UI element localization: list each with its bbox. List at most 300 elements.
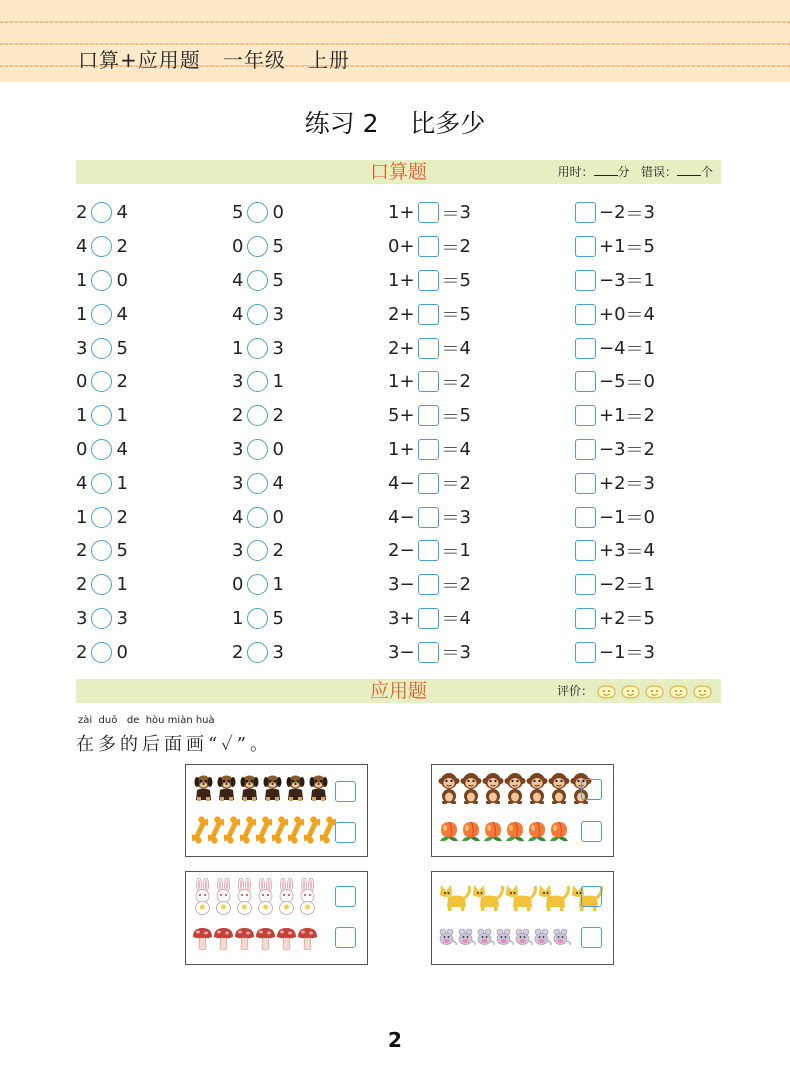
- comparison-row: [76, 399, 128, 433]
- answer-box[interactable]: [418, 574, 439, 595]
- answer-box[interactable]: [575, 439, 596, 460]
- addition-column-3: [388, 196, 471, 669]
- word-section-bar: [76, 679, 721, 703]
- comparison-row: [76, 365, 128, 399]
- rabbit-row: [192, 878, 318, 916]
- answer-box-bones[interactable]: [335, 822, 356, 843]
- operand-left: 2: [76, 540, 88, 562]
- rating-stars: [593, 684, 713, 698]
- peach-group: [438, 818, 570, 842]
- equals-sign: ＝: [625, 406, 644, 428]
- mushroom-icon: [255, 926, 276, 952]
- operand-left: 4: [232, 506, 244, 528]
- peach-icon: [438, 818, 460, 842]
- operator: +: [599, 405, 615, 427]
- equation-row: [572, 365, 655, 399]
- monkey-icon: [438, 771, 460, 805]
- result: 4: [459, 438, 471, 460]
- operand: 3: [388, 641, 400, 663]
- compare-circle[interactable]: [91, 236, 112, 257]
- operand-right: 5: [116, 337, 128, 359]
- compare-circle[interactable]: [247, 473, 268, 494]
- bone-icon: [272, 815, 288, 845]
- equals-sign: ＝: [625, 372, 644, 394]
- compare-circle[interactable]: [91, 574, 112, 595]
- operand-right: 5: [272, 607, 284, 629]
- cat-icon: [471, 882, 504, 912]
- comparison-row: [76, 602, 128, 636]
- comparison-row: [232, 196, 284, 230]
- equation-row: [388, 602, 471, 636]
- operand-left: 0: [76, 371, 88, 393]
- operand-right: 0: [116, 269, 128, 291]
- errors-unit: 个: [700, 165, 713, 179]
- answer-box[interactable]: [575, 507, 596, 528]
- dog-group: [192, 773, 330, 803]
- equation-row: [572, 230, 655, 264]
- instruction-text: 在多的后面画“✓”。: [76, 734, 273, 755]
- equals-sign: ＝: [625, 440, 644, 462]
- operator: +: [399, 607, 415, 629]
- equals-sign: ＝: [625, 541, 644, 563]
- operand-left: 4: [232, 269, 244, 291]
- compare-circle[interactable]: [91, 473, 112, 494]
- equation-row: [572, 196, 655, 230]
- answer-box-rabbits[interactable]: [335, 886, 356, 907]
- oral-section-title: 口算题: [369, 161, 427, 183]
- compare-circle[interactable]: [247, 405, 268, 426]
- answer-box[interactable]: [418, 270, 439, 291]
- compare-circle[interactable]: [91, 439, 112, 460]
- peach-icon: [526, 818, 548, 842]
- dog-icon: [238, 773, 261, 803]
- bone-icon: [224, 815, 240, 845]
- equals-sign: ＝: [441, 237, 460, 259]
- answer-box[interactable]: [575, 405, 596, 426]
- operand-right: 1: [116, 472, 128, 494]
- oral-section-bar: [76, 160, 721, 184]
- operand-left: 5: [232, 202, 244, 224]
- mushroom-icon: [192, 926, 213, 952]
- equation-row: [388, 365, 471, 399]
- answer-box[interactable]: [575, 371, 596, 392]
- answer-box[interactable]: [418, 405, 439, 426]
- rating-label: 评价：: [556, 684, 593, 698]
- rating-badge-icon[interactable]: [596, 684, 617, 700]
- errors-blank[interactable]: [677, 165, 701, 176]
- comparison-row: [232, 264, 284, 298]
- operand-left: 2: [232, 641, 244, 663]
- operand-right: 5: [272, 269, 284, 291]
- operand: 1: [614, 641, 626, 663]
- answer-box[interactable]: [575, 642, 596, 663]
- operator: −: [599, 641, 615, 663]
- banner-line: [0, 22, 790, 23]
- operand: 1: [614, 506, 626, 528]
- equation-row: [572, 297, 655, 331]
- equals-sign: ＝: [441, 305, 460, 327]
- answer-box[interactable]: [575, 270, 596, 291]
- operand: 3: [614, 438, 626, 460]
- equation-column-4: [572, 196, 655, 669]
- equals-sign: ＝: [441, 440, 460, 462]
- operator: +: [399, 269, 415, 291]
- result: 2: [459, 371, 471, 393]
- operator: −: [599, 202, 615, 224]
- answer-box[interactable]: [418, 202, 439, 223]
- operator: +: [599, 472, 615, 494]
- comparison-row: [76, 635, 128, 669]
- operand-right: 2: [116, 506, 128, 528]
- comparison-row: [76, 297, 128, 331]
- operand-right: 4: [116, 303, 128, 325]
- operator: −: [599, 371, 615, 393]
- operand-right: 0: [272, 202, 284, 224]
- equation-row: [388, 534, 471, 568]
- answer-box-dogs[interactable]: [335, 781, 356, 802]
- mouse-icon: [438, 928, 457, 946]
- result: 2: [643, 405, 655, 427]
- equals-sign: ＝: [625, 643, 644, 665]
- dog-row: [192, 773, 330, 803]
- peach-icon: [460, 818, 482, 842]
- comparison-row: [232, 433, 284, 467]
- compare-circle[interactable]: [247, 540, 268, 561]
- operand: 2: [614, 202, 626, 224]
- equation-row: [572, 399, 655, 433]
- cat-row: [438, 882, 603, 912]
- operator: −: [399, 472, 415, 494]
- answer-box-cats[interactable]: [581, 886, 602, 907]
- operator: −: [599, 438, 615, 460]
- equals-sign: ＝: [441, 339, 460, 361]
- compare-circle[interactable]: [247, 439, 268, 460]
- time-label: 用时：: [557, 165, 594, 179]
- rabbit-icon: [255, 878, 276, 916]
- compare-circle[interactable]: [247, 507, 268, 528]
- bone-icon: [304, 815, 320, 845]
- answer-box-peaches[interactable]: [581, 821, 602, 842]
- compare-circle[interactable]: [247, 304, 268, 325]
- equals-sign: ＝: [625, 609, 644, 631]
- answer-box[interactable]: [575, 608, 596, 629]
- answer-box[interactable]: [418, 540, 439, 561]
- equation-row: [388, 568, 471, 602]
- word-section-title: 应用题: [369, 680, 427, 702]
- operand-left: 1: [76, 506, 88, 528]
- answer-box[interactable]: [418, 371, 439, 392]
- result: 1: [643, 574, 655, 596]
- answer-box[interactable]: [418, 473, 439, 494]
- result: 5: [459, 303, 471, 325]
- peach-icon: [482, 818, 504, 842]
- answer-box[interactable]: [418, 608, 439, 629]
- operand-right: 5: [272, 236, 284, 258]
- compare-circle[interactable]: [91, 507, 112, 528]
- answer-box[interactable]: [418, 304, 439, 325]
- operand: 0: [614, 303, 626, 325]
- instruction-pinyin: zài duō de hòu miàn huà: [78, 715, 215, 726]
- result: 2: [643, 438, 655, 460]
- rabbit-icon: [192, 878, 213, 916]
- comparison-column-1: [76, 196, 128, 669]
- operand-right: 2: [116, 236, 128, 258]
- equation-row: [572, 264, 655, 298]
- operand-left: 0: [76, 438, 88, 460]
- bone-row: [192, 815, 336, 845]
- equation-row: [572, 500, 655, 534]
- comparison-row: [232, 331, 284, 365]
- operand-left: 4: [232, 303, 244, 325]
- equals-sign: ＝: [441, 609, 460, 631]
- mouse-icon: [514, 928, 533, 946]
- operand: 3: [614, 540, 626, 562]
- operand-left: 0: [232, 236, 244, 258]
- equals-sign: ＝: [625, 339, 644, 361]
- mouse-icon: [552, 928, 571, 946]
- bone-icon: [288, 815, 304, 845]
- operator: +: [599, 236, 615, 258]
- operand-right: 4: [116, 438, 128, 460]
- operator: +: [399, 236, 415, 258]
- bone-icon: [320, 815, 336, 845]
- answer-box[interactable]: [575, 540, 596, 561]
- equals-sign: ＝: [625, 271, 644, 293]
- rating-meta: [557, 679, 713, 703]
- operand: 3: [614, 269, 626, 291]
- answer-box[interactable]: [575, 304, 596, 325]
- operand: 1: [614, 236, 626, 258]
- answer-box[interactable]: [575, 338, 596, 359]
- panel-cats-mice: [431, 871, 614, 965]
- cat-group: [438, 882, 603, 912]
- page-number: 2: [388, 1028, 402, 1052]
- equation-row: [388, 196, 471, 230]
- rabbit-icon: [234, 878, 255, 916]
- answer-box[interactable]: [575, 574, 596, 595]
- bone-icon: [240, 815, 256, 845]
- result: 5: [643, 236, 655, 258]
- mouse-icon: [476, 928, 495, 946]
- panel-rabbits-mushrooms: [185, 871, 368, 965]
- equals-sign: ＝: [441, 271, 460, 293]
- operator: +: [399, 371, 415, 393]
- mushroom-icon: [213, 926, 234, 952]
- operand-right: 5: [116, 540, 128, 562]
- comparison-row: [76, 196, 128, 230]
- operand-left: 3: [232, 438, 244, 460]
- equation-row: [572, 568, 655, 602]
- compare-circle[interactable]: [247, 608, 268, 629]
- operand: 2: [388, 540, 400, 562]
- compare-circle[interactable]: [91, 405, 112, 426]
- operand-right: 1: [272, 574, 284, 596]
- operator: +: [599, 607, 615, 629]
- comparison-row: [232, 365, 284, 399]
- errors-label: 错误：: [640, 165, 677, 179]
- answer-box[interactable]: [418, 236, 439, 257]
- comparison-row: [232, 635, 284, 669]
- compare-circle[interactable]: [91, 338, 112, 359]
- equation-row: [388, 433, 471, 467]
- compare-circle[interactable]: [247, 371, 268, 392]
- dog-icon: [215, 773, 238, 803]
- equation-row: [388, 399, 471, 433]
- operand-left: 3: [232, 540, 244, 562]
- compare-circle[interactable]: [91, 608, 112, 629]
- panel-monkeys-peaches: [431, 764, 614, 857]
- rating-badge-icon[interactable]: [620, 684, 641, 700]
- equation-row: [572, 534, 655, 568]
- answer-box-monkeys[interactable]: [581, 779, 602, 800]
- operand-right: 1: [272, 371, 284, 393]
- operand-right: 3: [116, 607, 128, 629]
- bone-group: [192, 815, 336, 845]
- bone-icon: [256, 815, 272, 845]
- time-unit: 分: [617, 165, 630, 179]
- answer-box[interactable]: [418, 338, 439, 359]
- comparison-row: [76, 264, 128, 298]
- equation-row: [388, 500, 471, 534]
- operand-right: 1: [116, 405, 128, 427]
- comparison-row: [232, 500, 284, 534]
- operand: 1: [614, 405, 626, 427]
- operand-left: 1: [76, 269, 88, 291]
- comparison-row: [76, 331, 128, 365]
- operand-left: 2: [76, 641, 88, 663]
- mouse-icon: [457, 928, 476, 946]
- operand-right: 4: [272, 472, 284, 494]
- equation-row: [388, 466, 471, 500]
- operand: 5: [388, 405, 400, 427]
- mushroom-icon: [276, 926, 297, 952]
- answer-box[interactable]: [575, 202, 596, 223]
- operator: −: [599, 506, 615, 528]
- equation-row: [572, 635, 655, 669]
- operand-left: 3: [232, 472, 244, 494]
- answer-box[interactable]: [418, 642, 439, 663]
- operand: 5: [614, 371, 626, 393]
- cat-icon: [438, 882, 471, 912]
- rating-badge-icon[interactable]: [692, 684, 713, 700]
- answer-box-mushrooms[interactable]: [335, 927, 356, 948]
- equation-row: [388, 331, 471, 365]
- operand-left: 3: [76, 607, 88, 629]
- compare-circle[interactable]: [247, 642, 268, 663]
- compare-circle[interactable]: [247, 236, 268, 257]
- monkey-icon: [526, 771, 548, 805]
- result: 3: [643, 202, 655, 224]
- cat-icon: [504, 882, 537, 912]
- result: 4: [459, 337, 471, 359]
- result: 1: [459, 540, 471, 562]
- answer-box-mice[interactable]: [581, 927, 602, 948]
- result: 2: [459, 472, 471, 494]
- operand-left: 1: [76, 303, 88, 325]
- compare-circle[interactable]: [91, 270, 112, 291]
- comparison-row: [76, 230, 128, 264]
- equals-sign: ＝: [441, 575, 460, 597]
- equation-row: [572, 331, 655, 365]
- operand: 2: [614, 574, 626, 596]
- comparison-row: [76, 568, 128, 602]
- peach-icon: [504, 818, 526, 842]
- operand: 1: [388, 371, 400, 393]
- mouse-icon: [495, 928, 514, 946]
- compare-circle[interactable]: [91, 371, 112, 392]
- monkey-icon: [504, 771, 526, 805]
- compare-circle[interactable]: [247, 270, 268, 291]
- time-blank[interactable]: [594, 165, 618, 176]
- operand: 0: [388, 236, 400, 258]
- operand-right: 3: [272, 641, 284, 663]
- comparison-row: [76, 534, 128, 568]
- operand-right: 2: [272, 540, 284, 562]
- operand-left: 1: [232, 607, 244, 629]
- compare-circle[interactable]: [91, 642, 112, 663]
- operator: +: [399, 405, 415, 427]
- operand-right: 3: [272, 303, 284, 325]
- operator: −: [599, 337, 615, 359]
- compare-circle[interactable]: [91, 540, 112, 561]
- dog-icon: [192, 773, 215, 803]
- operand: 1: [388, 269, 400, 291]
- result: 3: [459, 641, 471, 663]
- comparison-row: [76, 466, 128, 500]
- operand-left: 1: [76, 405, 88, 427]
- answer-box[interactable]: [418, 507, 439, 528]
- operand-left: 0: [232, 574, 244, 596]
- rabbit-icon: [297, 878, 318, 916]
- answer-box[interactable]: [418, 439, 439, 460]
- equals-sign: ＝: [625, 508, 644, 530]
- equation-row: [388, 635, 471, 669]
- operator: −: [399, 506, 415, 528]
- time-errors-meta: [557, 160, 713, 184]
- equation-row: [388, 297, 471, 331]
- answer-box[interactable]: [575, 473, 596, 494]
- rabbit-icon: [276, 878, 297, 916]
- compare-circle[interactable]: [91, 202, 112, 223]
- compare-circle[interactable]: [247, 202, 268, 223]
- operand-left: 3: [232, 371, 244, 393]
- operator: +: [599, 303, 615, 325]
- operand: 2: [388, 303, 400, 325]
- operator: +: [399, 438, 415, 460]
- operand-right: 0: [116, 641, 128, 663]
- compare-circle[interactable]: [91, 304, 112, 325]
- operand-left: 2: [76, 574, 88, 596]
- result: 0: [643, 506, 655, 528]
- result: 4: [459, 607, 471, 629]
- operand-right: 4: [116, 202, 128, 224]
- compare-circle[interactable]: [247, 574, 268, 595]
- operand: 4: [614, 337, 626, 359]
- rating-badge-icon[interactable]: [668, 684, 689, 700]
- rating-badge-icon[interactable]: [644, 684, 665, 700]
- answer-box[interactable]: [575, 236, 596, 257]
- comparison-row: [232, 230, 284, 264]
- operand-right: 1: [116, 574, 128, 596]
- result: 5: [459, 269, 471, 291]
- operand: 4: [388, 472, 400, 494]
- compare-circle[interactable]: [247, 338, 268, 359]
- operand-left: 4: [76, 472, 88, 494]
- result: 5: [643, 607, 655, 629]
- operand: 3: [388, 607, 400, 629]
- equals-sign: ＝: [441, 372, 460, 394]
- equals-sign: ＝: [625, 305, 644, 327]
